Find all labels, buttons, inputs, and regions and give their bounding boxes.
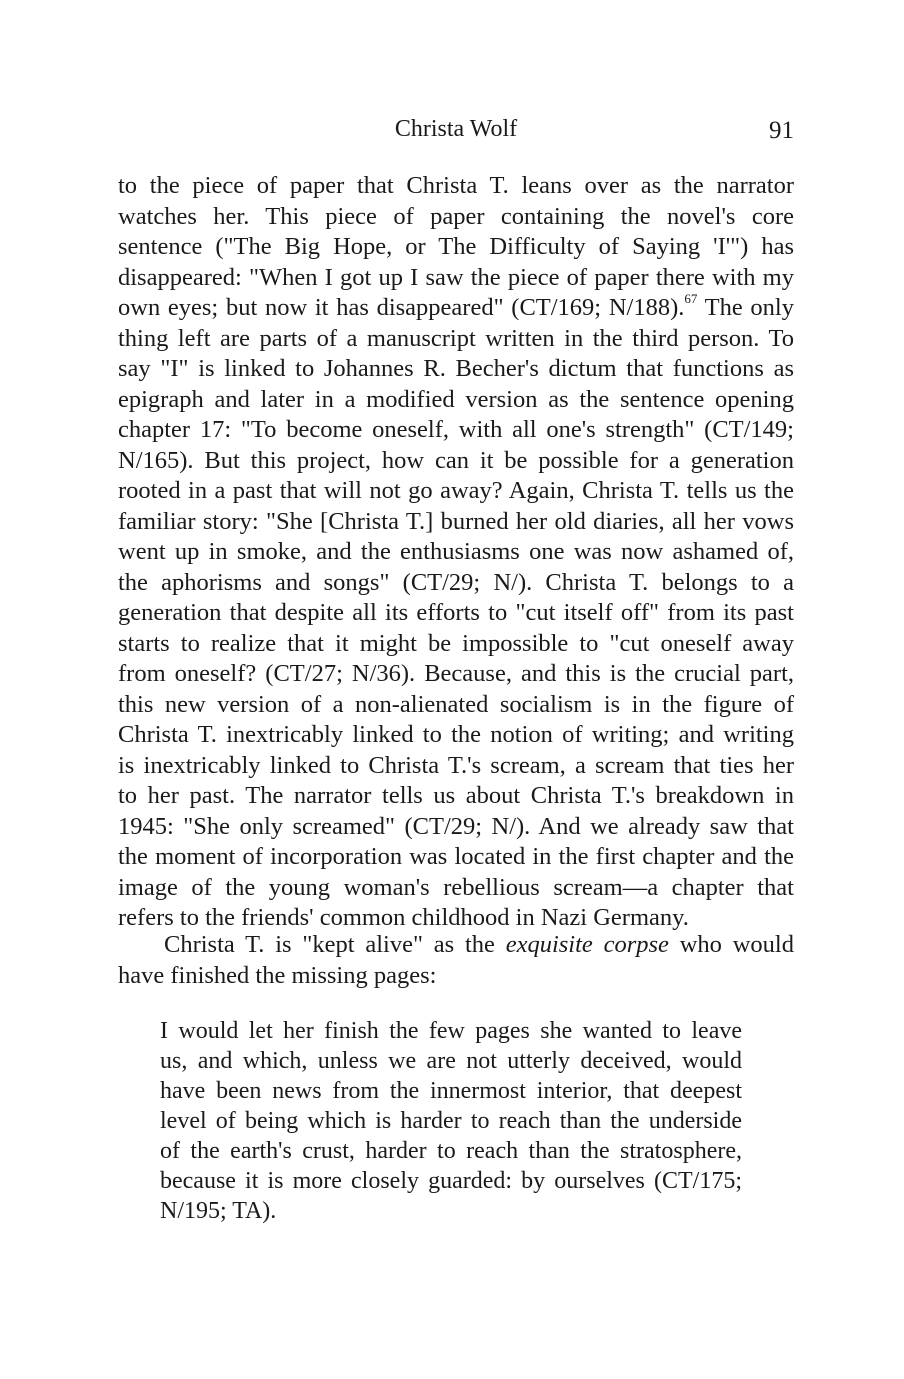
text-line: thing left are parts of a manuscript written in the third person. To xyxy=(118,324,794,352)
text-line: went up in smoke, and the enthusiasms one was now ashamed of, xyxy=(118,538,794,565)
quote-line: of the earth's crust, harder to reach than the stratosphere, xyxy=(160,1138,742,1164)
text-line: to the piece of paper that Christa T. leans over as the narrator xyxy=(118,172,794,199)
paragraph-exquisite-corpse xyxy=(118,930,794,991)
italic-phrase: exquisite corpse xyxy=(505,931,669,958)
running-title: Christa Wolf xyxy=(394,116,518,142)
text-line xyxy=(118,293,794,324)
text-segment: own eyes; but now it has disappeared" (CT/169; N/188). xyxy=(118,294,685,321)
text-line xyxy=(118,930,794,961)
text-line: the aphorisms and songs" (CT/29; N/). Christa T. belongs to a xyxy=(118,568,794,596)
text-line: N/165). But this project, how can it be possible for a generation xyxy=(118,446,794,474)
text-line: disappeared: "When I got up I saw the piece of paper there with my xyxy=(118,263,794,291)
quote-line: because it is more closely guarded: by ourselves (CT/175; xyxy=(160,1168,742,1194)
text-line: 1945: "She only screamed" (CT/29; N/). And we already saw that xyxy=(118,812,794,840)
block-quote xyxy=(160,1016,742,1226)
text-line: from oneself? (CT/27; N/36). Because, and this is the crucial part, xyxy=(118,660,794,687)
text-line: this new version of a non-alienated socialism is in the figure of xyxy=(118,690,794,718)
text-segment: Christa T. is "kept alive" as the xyxy=(164,931,506,958)
text-line: refers to the friends' common childhood in Nazi Germany. xyxy=(118,904,689,931)
text-line: have finished the missing pages: xyxy=(118,961,437,989)
text-line: Christa T. inextricably linked to the notion of writing; and writing xyxy=(118,721,794,748)
text-line: the moment of incorporation was located in the first chapter and the xyxy=(118,843,794,870)
text-segment: who would xyxy=(668,931,794,958)
text-line: is inextricably linked to Christa T.'s scream, a scream that ties her xyxy=(118,751,794,779)
quote-line: us, and which, unless we are not utterly deceived, would xyxy=(160,1048,742,1074)
quote-line: I would let her finish the few pages she wanted to leave xyxy=(160,1018,742,1044)
quote-line: N/195; TA). xyxy=(160,1198,277,1224)
text-line: generation that despite all its efforts to "cut itself off" from its past xyxy=(118,599,794,626)
text-line: sentence ("The Big Hope, or The Difficulty of Saying 'I'") has xyxy=(118,233,794,260)
running-head xyxy=(118,112,794,146)
page-number: 91 xyxy=(769,117,794,144)
text-line: chapter 17: "To become oneself, with all one's strength" (CT/149; xyxy=(118,416,794,443)
text-segment: The only xyxy=(697,294,794,321)
text-line: to her past. The narrator tells us about Christa T.'s breakdown in xyxy=(118,782,794,809)
footnote-ref: 67 xyxy=(684,291,698,306)
text-line: rooted in a past that will not go away? Again, Christa T. tells us the xyxy=(118,477,794,504)
text-line: watches her. This piece of paper containing the novel's core xyxy=(118,202,794,230)
text-line: epigraph and later in a modified version as the sentence opening xyxy=(118,385,794,413)
quote-line: level of being which is harder to reach than the underside xyxy=(160,1108,742,1134)
paragraph-continued xyxy=(118,171,794,934)
text-line: familiar story: "She [Christa T.] burned her old diaries, all her vows xyxy=(118,507,794,535)
text-line: say "I" is linked to Johannes R. Becher's dictum that functions as xyxy=(118,355,794,382)
text-line: image of the young woman's rebellious scream—a chapter that xyxy=(118,873,794,901)
quote-line: have been news from the innermost interior, that deepest xyxy=(160,1078,742,1104)
text-line: starts to realize that it might be impossible to "cut oneself away xyxy=(118,629,794,657)
